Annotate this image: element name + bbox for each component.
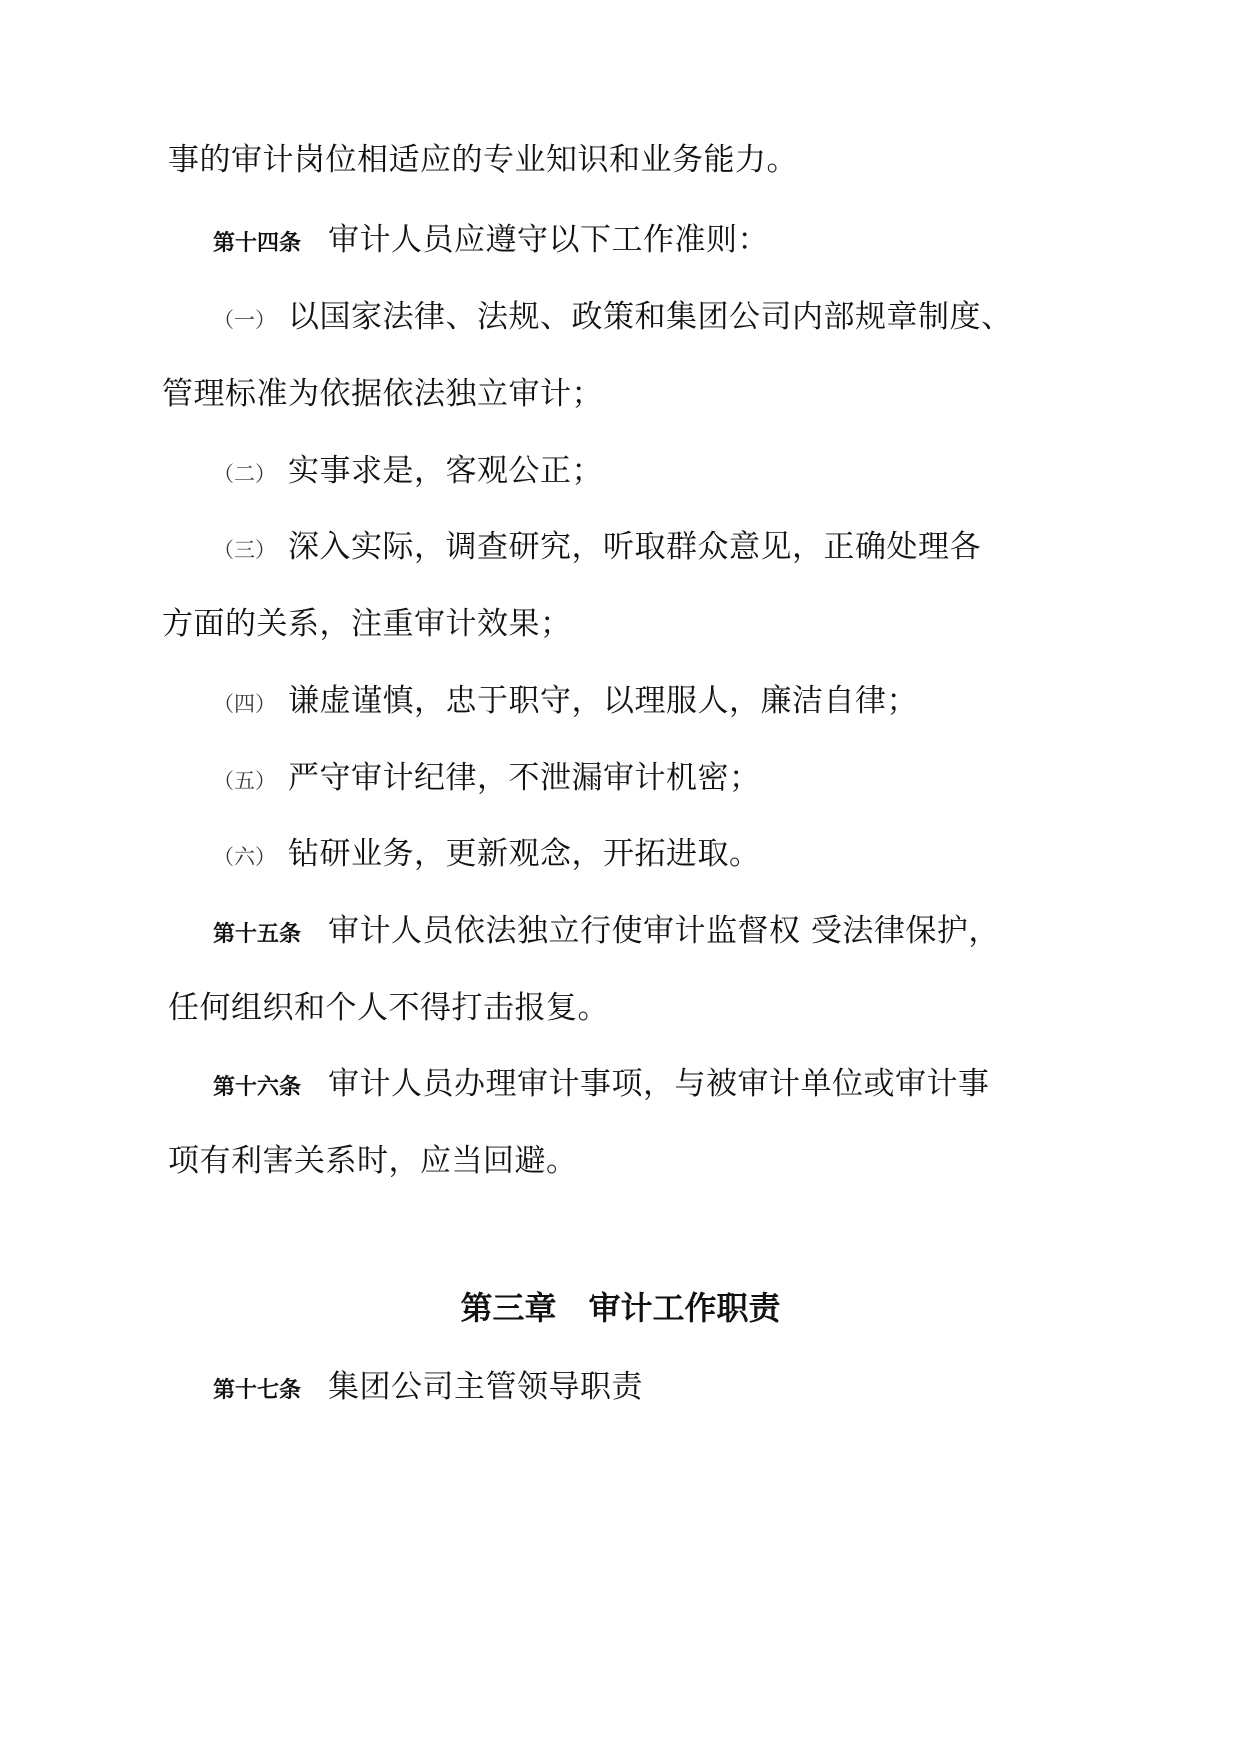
article-number: 第十六条 — [213, 1074, 302, 1100]
article-number: 第十七条 — [213, 1377, 302, 1403]
paragraph-line: 任何组织和个人不得打击报复。 — [168, 990, 609, 1026]
item-number: （二） — [213, 462, 276, 486]
article-text: 审计人员办理审计事项，与被审计单位或审计事 — [328, 1066, 990, 1102]
paragraph-line: 方面的关系，注重审计效果； — [162, 606, 572, 642]
item-text: 钻研业务，更新观念，开拓进取。 — [288, 836, 761, 872]
list-item-4 — [213, 681, 918, 724]
paragraph-line: 项有利害关系时，应当回避。 — [168, 1143, 578, 1179]
article-number: 第十五条 — [213, 921, 302, 947]
item-number: （一） — [213, 308, 276, 332]
item-number: （四） — [213, 692, 276, 716]
article-text: 集团公司主管领导职责 — [328, 1369, 643, 1405]
list-item-3 — [213, 527, 981, 570]
list-item-5 — [213, 758, 761, 801]
article-text: 审计人员依法独立行使审计监督权 受法律保护， — [328, 913, 1000, 949]
item-number: （五） — [213, 769, 276, 793]
article-14 — [213, 220, 769, 263]
item-text: 谦虚谨慎，忠于职守，以理服人，廉洁自律； — [288, 683, 918, 719]
item-text: 实事求是，客观公正； — [288, 453, 603, 489]
article-text: 审计人员应遵守以下工作准则： — [328, 222, 769, 258]
list-item-1 — [213, 297, 1013, 340]
article-16 — [213, 1064, 990, 1107]
list-item-2 — [213, 451, 603, 494]
article-15 — [213, 911, 1000, 954]
chapter-heading: 第三章 审计工作职责 — [460, 1289, 781, 1327]
list-item-6 — [213, 834, 761, 877]
paragraph-line: 管理标准为依据依法独立审计； — [162, 376, 603, 412]
item-number: （三） — [213, 538, 276, 562]
article-17 — [213, 1367, 643, 1410]
item-text: 深入实际，调查研究，听取群众意见，正确处理各 — [288, 529, 981, 565]
paragraph-line: 事的审计岗位相适应的专业知识和业务能力。 — [168, 142, 798, 178]
article-number: 第十四条 — [213, 230, 302, 256]
item-text: 严守审计纪律，不泄漏审计机密； — [288, 760, 761, 796]
item-text: 以国家法律、法规、政策和集团公司内部规章制度、 — [288, 299, 1013, 335]
item-number: （六） — [213, 845, 276, 869]
